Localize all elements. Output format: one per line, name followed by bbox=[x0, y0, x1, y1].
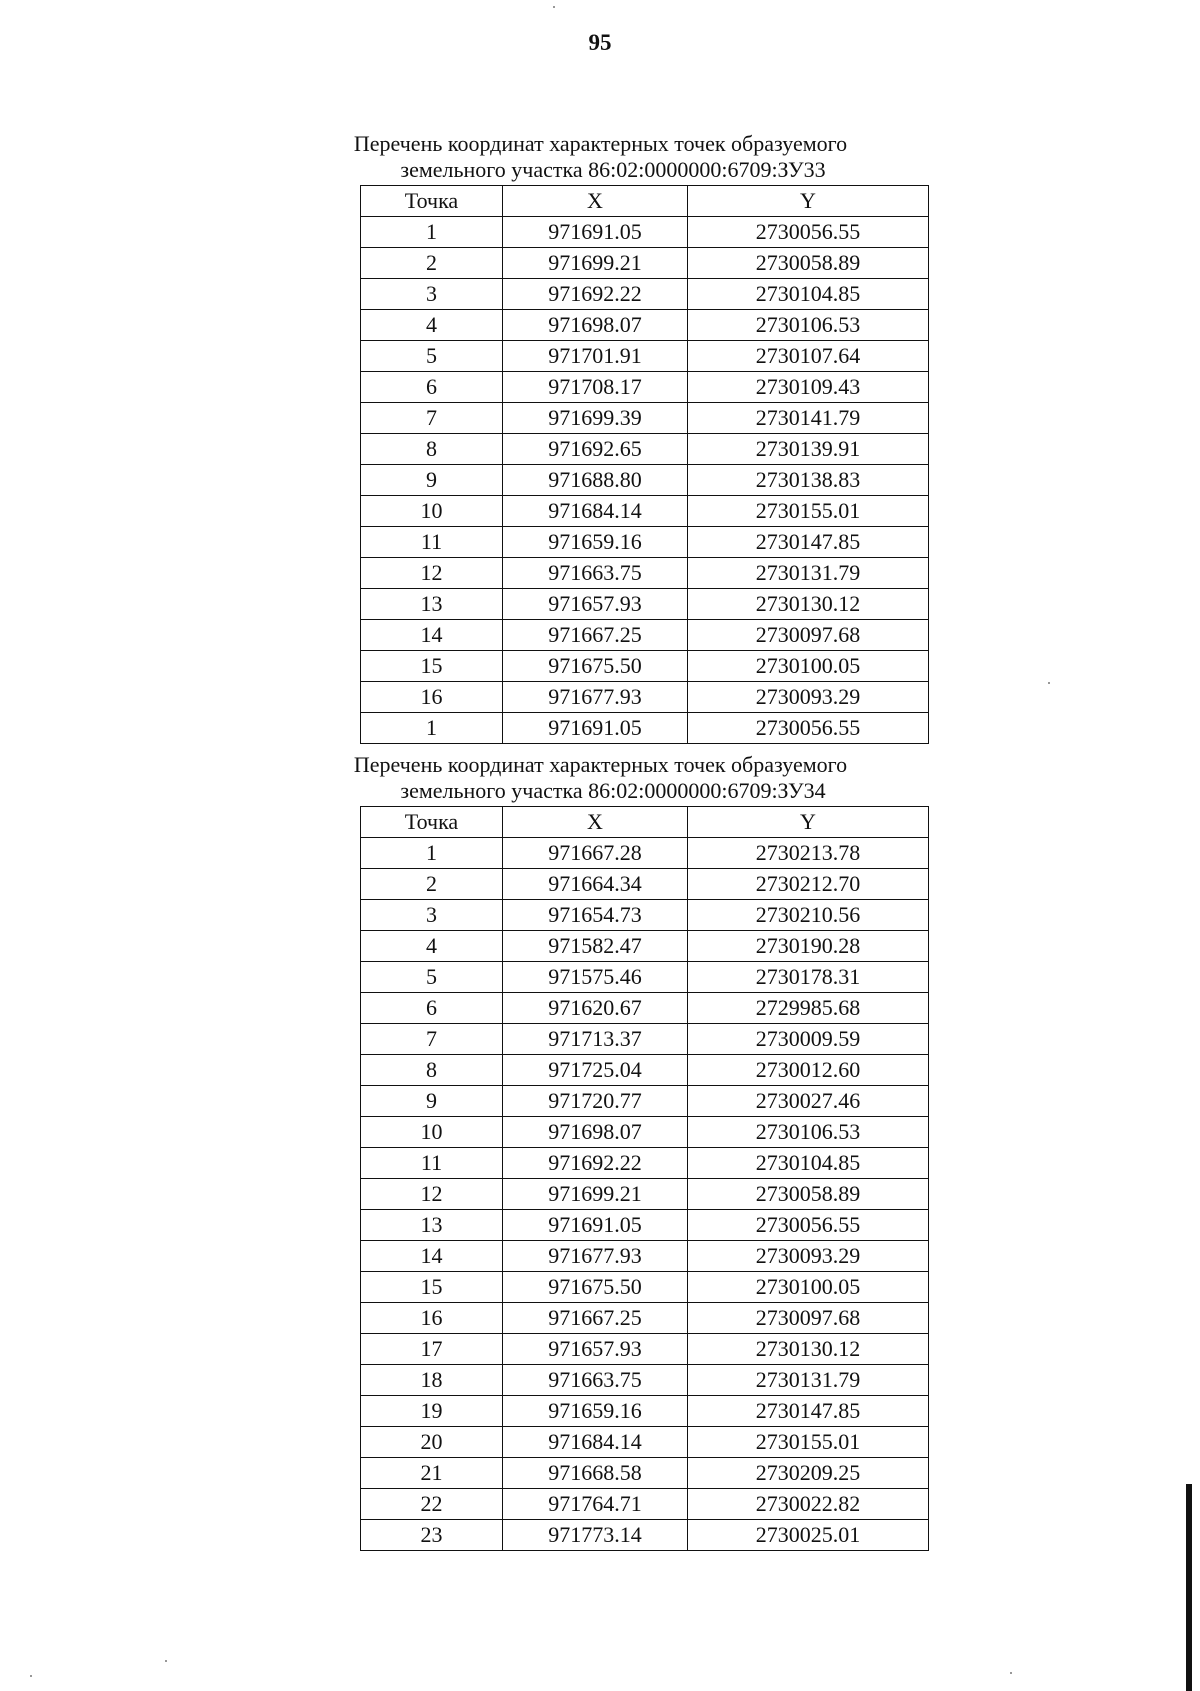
cell-point: 15 bbox=[361, 1272, 503, 1303]
cell-point: 4 bbox=[361, 310, 503, 341]
table-row bbox=[361, 217, 929, 248]
cell-x: 971764.71 bbox=[503, 1489, 688, 1520]
cell-y: 2730210.56 bbox=[688, 900, 929, 931]
table-header-row bbox=[361, 807, 929, 838]
cell-point: 14 bbox=[361, 620, 503, 651]
cell-y: 2730107.64 bbox=[688, 341, 929, 372]
cell-x: 971677.93 bbox=[503, 1241, 688, 1272]
coordinates-table bbox=[360, 806, 929, 1551]
cell-point: 4 bbox=[361, 931, 503, 962]
table-row bbox=[361, 372, 929, 403]
cell-x: 971663.75 bbox=[503, 558, 688, 589]
cell-point: 1 bbox=[361, 713, 503, 744]
cell-y: 2730130.12 bbox=[688, 589, 929, 620]
cell-y: 2730104.85 bbox=[688, 279, 929, 310]
cell-x: 971667.28 bbox=[503, 838, 688, 869]
cell-y: 2730104.85 bbox=[688, 1148, 929, 1179]
table-row bbox=[361, 838, 929, 869]
cell-y: 2730100.05 bbox=[688, 651, 929, 682]
table-row bbox=[361, 651, 929, 682]
table-row bbox=[361, 1210, 929, 1241]
table-row bbox=[361, 993, 929, 1024]
scan-speck bbox=[165, 1660, 167, 1662]
table-row bbox=[361, 558, 929, 589]
cell-y: 2730130.12 bbox=[688, 1334, 929, 1365]
cell-y: 2730131.79 bbox=[688, 1365, 929, 1396]
cell-y: 2730131.79 bbox=[688, 558, 929, 589]
cell-x: 971664.34 bbox=[503, 869, 688, 900]
header-x: X bbox=[503, 807, 688, 838]
table-row bbox=[361, 620, 929, 651]
cell-y: 2730056.55 bbox=[688, 217, 929, 248]
cell-y: 2730058.89 bbox=[688, 248, 929, 279]
table-row bbox=[361, 1396, 929, 1427]
page-number: 95 bbox=[588, 30, 612, 55]
cell-point: 5 bbox=[361, 341, 503, 372]
cell-x: 971699.39 bbox=[503, 403, 688, 434]
cell-point: 6 bbox=[361, 372, 503, 403]
table-row bbox=[361, 465, 929, 496]
cell-x: 971675.50 bbox=[503, 1272, 688, 1303]
cell-y: 2730147.85 bbox=[688, 527, 929, 558]
table-row bbox=[361, 1334, 929, 1365]
cell-point: 10 bbox=[361, 1117, 503, 1148]
cell-y: 2730093.29 bbox=[688, 1241, 929, 1272]
cell-y: 2730106.53 bbox=[688, 1117, 929, 1148]
cell-x: 971657.93 bbox=[503, 1334, 688, 1365]
table-row bbox=[361, 496, 929, 527]
cell-y: 2730209.25 bbox=[688, 1458, 929, 1489]
cell-point: 6 bbox=[361, 993, 503, 1024]
table-row bbox=[361, 589, 929, 620]
table-row bbox=[361, 310, 929, 341]
table-row bbox=[361, 1117, 929, 1148]
section-caption bbox=[0, 131, 1200, 183]
cell-point: 12 bbox=[361, 1179, 503, 1210]
cell-x: 971773.14 bbox=[503, 1520, 688, 1551]
table-row bbox=[361, 1024, 929, 1055]
cell-y: 2730097.68 bbox=[688, 620, 929, 651]
table-header-row bbox=[361, 186, 929, 217]
scan-margin-mark bbox=[1186, 1484, 1192, 1691]
cell-y: 2730009.59 bbox=[688, 1024, 929, 1055]
header-point: Точка bbox=[361, 807, 503, 838]
cell-point: 5 bbox=[361, 962, 503, 993]
cell-x: 971667.25 bbox=[503, 620, 688, 651]
cell-x: 971654.73 bbox=[503, 900, 688, 931]
cell-x: 971675.50 bbox=[503, 651, 688, 682]
cell-y: 2730106.53 bbox=[688, 310, 929, 341]
cell-point: 21 bbox=[361, 1458, 503, 1489]
cell-x: 971667.25 bbox=[503, 1303, 688, 1334]
cell-x: 971620.67 bbox=[503, 993, 688, 1024]
caption-line-1: Перечень координат характерных точек образуемого bbox=[353, 131, 848, 156]
cell-x: 971701.91 bbox=[503, 341, 688, 372]
cell-point: 3 bbox=[361, 900, 503, 931]
caption-line-2: земельного участка 86:02:0000000:6709:ЗУ33 bbox=[400, 157, 826, 182]
cell-y: 2730025.01 bbox=[688, 1520, 929, 1551]
cell-y: 2730213.78 bbox=[688, 838, 929, 869]
cell-x: 971582.47 bbox=[503, 931, 688, 962]
caption-line-2: земельного участка 86:02:0000000:6709:ЗУ34 bbox=[400, 778, 826, 803]
table-row bbox=[361, 1489, 929, 1520]
table-row bbox=[361, 713, 929, 744]
table-row bbox=[361, 1055, 929, 1086]
cell-y: 2730139.91 bbox=[688, 434, 929, 465]
header-y: Y bbox=[688, 186, 929, 217]
cell-x: 971684.14 bbox=[503, 496, 688, 527]
cell-y: 2730212.70 bbox=[688, 869, 929, 900]
cell-x: 971699.21 bbox=[503, 248, 688, 279]
header-point: Точка bbox=[361, 186, 503, 217]
cell-point: 8 bbox=[361, 434, 503, 465]
cell-y: 2730178.31 bbox=[688, 962, 929, 993]
cell-x: 971668.58 bbox=[503, 1458, 688, 1489]
cell-point: 7 bbox=[361, 403, 503, 434]
cell-point: 7 bbox=[361, 1024, 503, 1055]
cell-y: 2730056.55 bbox=[688, 713, 929, 744]
cell-point: 2 bbox=[361, 248, 503, 279]
cell-x: 971713.37 bbox=[503, 1024, 688, 1055]
table-row bbox=[361, 962, 929, 993]
cell-x: 971657.93 bbox=[503, 589, 688, 620]
cell-y: 2730141.79 bbox=[688, 403, 929, 434]
table-row bbox=[361, 1179, 929, 1210]
cell-point: 11 bbox=[361, 527, 503, 558]
cell-point: 2 bbox=[361, 869, 503, 900]
cell-y: 2730022.82 bbox=[688, 1489, 929, 1520]
cell-point: 20 bbox=[361, 1427, 503, 1458]
table-row bbox=[361, 1241, 929, 1272]
cell-x: 971691.05 bbox=[503, 713, 688, 744]
table-row bbox=[361, 279, 929, 310]
header-x: X bbox=[503, 186, 688, 217]
cell-point: 10 bbox=[361, 496, 503, 527]
cell-y: 2729985.68 bbox=[688, 993, 929, 1024]
cell-y: 2730093.29 bbox=[688, 682, 929, 713]
table-row bbox=[361, 1086, 929, 1117]
section-caption bbox=[0, 752, 1200, 804]
table-row bbox=[361, 931, 929, 962]
table-row bbox=[361, 1365, 929, 1396]
cell-x: 971692.22 bbox=[503, 279, 688, 310]
table-row bbox=[361, 248, 929, 279]
cell-point: 16 bbox=[361, 1303, 503, 1334]
cell-point: 19 bbox=[361, 1396, 503, 1427]
scan-speck bbox=[1010, 1672, 1012, 1674]
table-row bbox=[361, 1303, 929, 1334]
cell-x: 971663.75 bbox=[503, 1365, 688, 1396]
table-row bbox=[361, 1272, 929, 1303]
scan-speck bbox=[1048, 682, 1050, 684]
cell-point: 11 bbox=[361, 1148, 503, 1179]
cell-point: 9 bbox=[361, 465, 503, 496]
cell-point: 15 bbox=[361, 651, 503, 682]
cell-x: 971659.16 bbox=[503, 527, 688, 558]
cell-y: 2730155.01 bbox=[688, 496, 929, 527]
cell-x: 971691.05 bbox=[503, 1210, 688, 1241]
cell-point: 23 bbox=[361, 1520, 503, 1551]
table-row bbox=[361, 1458, 929, 1489]
table-row bbox=[361, 434, 929, 465]
caption-line-1: Перечень координат характерных точек образуемого bbox=[353, 752, 848, 777]
cell-y: 2730155.01 bbox=[688, 1427, 929, 1458]
cell-point: 3 bbox=[361, 279, 503, 310]
cell-x: 971692.65 bbox=[503, 434, 688, 465]
cell-y: 2730056.55 bbox=[688, 1210, 929, 1241]
cell-x: 971684.14 bbox=[503, 1427, 688, 1458]
cell-x: 971698.07 bbox=[503, 310, 688, 341]
cell-point: 16 bbox=[361, 682, 503, 713]
scan-speck bbox=[553, 6, 555, 8]
cell-point: 22 bbox=[361, 1489, 503, 1520]
cell-x: 971720.77 bbox=[503, 1086, 688, 1117]
cell-x: 971688.80 bbox=[503, 465, 688, 496]
table-row bbox=[361, 403, 929, 434]
cell-point: 1 bbox=[361, 838, 503, 869]
coordinates-table bbox=[360, 185, 929, 744]
cell-x: 971691.05 bbox=[503, 217, 688, 248]
cell-y: 2730190.28 bbox=[688, 931, 929, 962]
table-row bbox=[361, 1520, 929, 1551]
cell-x: 971699.21 bbox=[503, 1179, 688, 1210]
scan-speck bbox=[30, 1675, 32, 1677]
cell-point: 9 bbox=[361, 1086, 503, 1117]
cell-x: 971725.04 bbox=[503, 1055, 688, 1086]
cell-y: 2730027.46 bbox=[688, 1086, 929, 1117]
cell-y: 2730058.89 bbox=[688, 1179, 929, 1210]
cell-y: 2730138.83 bbox=[688, 465, 929, 496]
table-row bbox=[361, 900, 929, 931]
cell-y: 2730147.85 bbox=[688, 1396, 929, 1427]
cell-point: 17 bbox=[361, 1334, 503, 1365]
table-row bbox=[361, 341, 929, 372]
cell-x: 971708.17 bbox=[503, 372, 688, 403]
header-y: Y bbox=[688, 807, 929, 838]
cell-x: 971677.93 bbox=[503, 682, 688, 713]
cell-x: 971575.46 bbox=[503, 962, 688, 993]
coordinates-section-zu34 bbox=[0, 752, 1200, 1547]
cell-point: 14 bbox=[361, 1241, 503, 1272]
cell-x: 971692.22 bbox=[503, 1148, 688, 1179]
cell-point: 12 bbox=[361, 558, 503, 589]
cell-point: 13 bbox=[361, 589, 503, 620]
table-row bbox=[361, 682, 929, 713]
cell-y: 2730100.05 bbox=[688, 1272, 929, 1303]
cell-y: 2730012.60 bbox=[688, 1055, 929, 1086]
cell-y: 2730109.43 bbox=[688, 372, 929, 403]
table-row bbox=[361, 1427, 929, 1458]
cell-x: 971659.16 bbox=[503, 1396, 688, 1427]
table-row bbox=[361, 527, 929, 558]
cell-x: 971698.07 bbox=[503, 1117, 688, 1148]
cell-y: 2730097.68 bbox=[688, 1303, 929, 1334]
coordinates-section-zu33 bbox=[0, 131, 1200, 740]
table-row bbox=[361, 869, 929, 900]
table-row bbox=[361, 1148, 929, 1179]
cell-point: 13 bbox=[361, 1210, 503, 1241]
cell-point: 1 bbox=[361, 217, 503, 248]
cell-point: 18 bbox=[361, 1365, 503, 1396]
cell-point: 8 bbox=[361, 1055, 503, 1086]
